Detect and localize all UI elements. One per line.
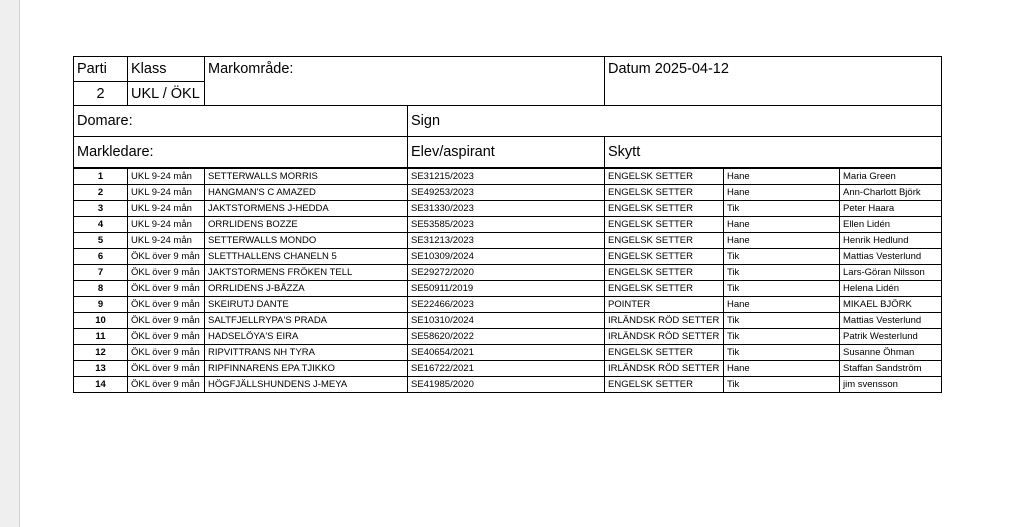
parti-value: 2 [74, 82, 128, 106]
row-sex: Tik [724, 329, 840, 345]
row-handler: Ellen Lidén [840, 217, 942, 233]
row-class: ÖKL över 9 mån [128, 249, 205, 265]
row-class: ÖKL över 9 mån [128, 265, 205, 281]
document-page [73, 56, 941, 393]
viewer-side-divider [19, 0, 20, 527]
row-breed: ENGELSK SETTER [605, 249, 724, 265]
row-number: 4 [74, 217, 128, 233]
row-reg-number: SE50911/2019 [408, 281, 605, 297]
row-dog-name: HADSELÖYA'S EIRA [205, 329, 408, 345]
markomrade-label: Markområde: [205, 57, 605, 106]
row-number: 12 [74, 345, 128, 361]
markledare-label: Markledare: [74, 137, 408, 168]
row-dog-name: JAKTSTORMENS J-HEDDA [205, 201, 408, 217]
row-class: UKL 9-24 mån [128, 201, 205, 217]
row-dog-name: ORRLIDENS J-BÅZZA [205, 281, 408, 297]
row-class: UKL 9-24 mån [128, 185, 205, 201]
row-sex: Tik [724, 345, 840, 361]
domare-label: Domare: [74, 106, 408, 137]
row-reg-number: SE53585/2023 [408, 217, 605, 233]
row-breed: POINTER [605, 297, 724, 313]
row-reg-number: SE10309/2024 [408, 249, 605, 265]
row-number: 9 [74, 297, 128, 313]
table-row [74, 377, 942, 393]
row-breed: ENGELSK SETTER [605, 169, 724, 185]
row-sex: Hane [724, 233, 840, 249]
row-breed: ENGELSK SETTER [605, 377, 724, 393]
row-number: 6 [74, 249, 128, 265]
row-dog-name: SETTERWALLS MORRIS [205, 169, 408, 185]
table-row [74, 233, 942, 249]
row-handler: Lars-Göran Nilsson [840, 265, 942, 281]
row-reg-number: SE22466/2023 [408, 297, 605, 313]
row-handler: Ann-Charlott Björk [840, 185, 942, 201]
row-handler: Peter Haara [840, 201, 942, 217]
table-row [74, 345, 942, 361]
row-number: 8 [74, 281, 128, 297]
row-class: ÖKL över 9 mån [128, 377, 205, 393]
row-handler: Mattias Vesterlund [840, 249, 942, 265]
table-row [74, 265, 942, 281]
row-number: 10 [74, 313, 128, 329]
parti-label: Parti [74, 57, 128, 82]
row-class: UKL 9-24 mån [128, 169, 205, 185]
row-sex: Tik [724, 313, 840, 329]
row-breed: ENGELSK SETTER [605, 281, 724, 297]
row-sex: Tik [724, 265, 840, 281]
row-reg-number: SE58620/2022 [408, 329, 605, 345]
row-number: 13 [74, 361, 128, 377]
row-class: ÖKL över 9 mån [128, 345, 205, 361]
klass-label: Klass [128, 57, 205, 82]
participants-table [73, 168, 942, 393]
row-sex: Tik [724, 281, 840, 297]
datum-label: Datum 2025-04-12 [605, 57, 942, 106]
row-class: ÖKL över 9 mån [128, 361, 205, 377]
row-handler: Susanne Öhman [840, 345, 942, 361]
row-number: 7 [74, 265, 128, 281]
row-breed: ENGELSK SETTER [605, 217, 724, 233]
row-reg-number: SE16722/2021 [408, 361, 605, 377]
row-breed: IRLÄNDSK RÖD SETTER [605, 329, 724, 345]
row-class: UKL 9-24 mån [128, 217, 205, 233]
row-sex: Hane [724, 361, 840, 377]
table-row [74, 201, 942, 217]
table-row [74, 281, 942, 297]
row-breed: ENGELSK SETTER [605, 185, 724, 201]
row-dog-name: RIPFINNARENS EPA TJIKKO [205, 361, 408, 377]
klass-value: UKL / ÖKL [128, 82, 205, 106]
row-class: ÖKL över 9 mån [128, 281, 205, 297]
row-reg-number: SE41985/2020 [408, 377, 605, 393]
row-number: 11 [74, 329, 128, 345]
row-sex: Tik [724, 377, 840, 393]
row-number: 5 [74, 233, 128, 249]
table-row [74, 313, 942, 329]
row-breed: ENGELSK SETTER [605, 345, 724, 361]
row-sex: Tik [724, 201, 840, 217]
row-reg-number: SE29272/2020 [408, 265, 605, 281]
table-row [74, 361, 942, 377]
table-row [74, 329, 942, 345]
row-dog-name: HÖGFJÄLLSHUNDENS J-MEYA [205, 377, 408, 393]
skytt-label: Skytt [605, 137, 942, 168]
row-handler: Henrik Hedlund [840, 233, 942, 249]
row-breed: ENGELSK SETTER [605, 201, 724, 217]
row-dog-name: SETTERWALLS MONDO [205, 233, 408, 249]
sign-label: Sign [408, 106, 942, 137]
row-handler: Mattias Vesterlund [840, 313, 942, 329]
row-class: ÖKL över 9 mån [128, 329, 205, 345]
row-sex: Hane [724, 185, 840, 201]
row-sex: Hane [724, 297, 840, 313]
row-breed: IRLÄNDSK RÖD SETTER [605, 361, 724, 377]
row-dog-name: SKEIRUTJ DANTE [205, 297, 408, 313]
row-class: ÖKL över 9 mån [128, 297, 205, 313]
elev-label: Elev/aspirant [408, 137, 605, 168]
table-row [74, 249, 942, 265]
row-handler: MIKAEL BJÖRK [840, 297, 942, 313]
row-sex: Tik [724, 249, 840, 265]
row-dog-name: HANGMAN'S C AMAZED [205, 185, 408, 201]
row-breed: ENGELSK SETTER [605, 233, 724, 249]
row-dog-name: SLETTHALLENS CHANELN 5 [205, 249, 408, 265]
row-handler: jim svensson [840, 377, 942, 393]
row-reg-number: SE31213/2023 [408, 233, 605, 249]
row-dog-name: ORRLIDENS BOZZE [205, 217, 408, 233]
row-breed: ENGELSK SETTER [605, 265, 724, 281]
row-number: 3 [74, 201, 128, 217]
row-number: 14 [74, 377, 128, 393]
row-number: 1 [74, 169, 128, 185]
table-row [74, 217, 942, 233]
table-row [74, 185, 942, 201]
row-handler: Maria Green [840, 169, 942, 185]
table-row [74, 297, 942, 313]
row-reg-number: SE31330/2023 [408, 201, 605, 217]
row-dog-name: RIPVITTRANS NH TYRA [205, 345, 408, 361]
row-breed: IRLÄNDSK RÖD SETTER [605, 313, 724, 329]
row-number: 2 [74, 185, 128, 201]
row-reg-number: SE49253/2023 [408, 185, 605, 201]
row-sex: Hane [724, 169, 840, 185]
row-handler: Staffan Sandström [840, 361, 942, 377]
row-handler: Patrik Westerlund [840, 329, 942, 345]
row-handler: Helena Lidén [840, 281, 942, 297]
row-sex: Hane [724, 217, 840, 233]
row-reg-number: SE10310/2024 [408, 313, 605, 329]
row-reg-number: SE31215/2023 [408, 169, 605, 185]
table-row [74, 169, 942, 185]
row-class: ÖKL över 9 mån [128, 313, 205, 329]
row-class: UKL 9-24 mån [128, 233, 205, 249]
header-table [73, 56, 942, 168]
row-reg-number: SE40654/2021 [408, 345, 605, 361]
viewer-side-strip [0, 0, 19, 527]
row-dog-name: SALTFJELLRYPA'S PRADA [205, 313, 408, 329]
row-dog-name: JAKTSTORMENS FRÖKEN TELL [205, 265, 408, 281]
